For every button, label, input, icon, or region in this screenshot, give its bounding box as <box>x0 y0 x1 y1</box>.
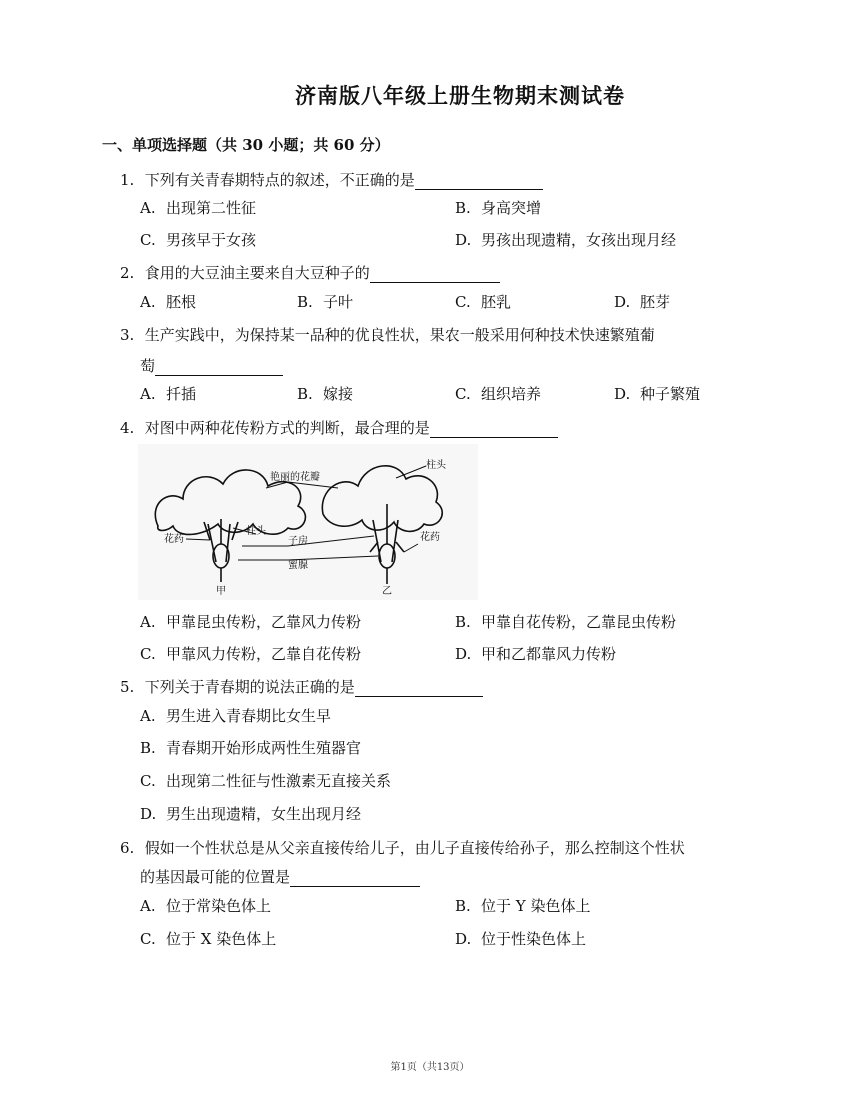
option-b: B. 位于 Y 染色体上 <box>455 897 591 915</box>
question-4 <box>120 418 558 438</box>
question-2 <box>120 263 500 283</box>
label-stigma-right: 柱头 <box>426 460 446 471</box>
label-ovary: 子房 <box>288 536 308 547</box>
option-c: C. 胚乳 <box>455 293 512 311</box>
page-footer: 第1页（共13页） <box>390 1062 470 1073</box>
option-a: A. 扦插 <box>140 385 197 403</box>
label-flower-a: 甲 <box>216 586 226 597</box>
option-b: B. 身高突增 <box>455 199 542 217</box>
answer-blank <box>430 421 558 438</box>
question-number: 5. <box>120 678 135 696</box>
flower-pollination-diagram <box>138 444 478 600</box>
question-stem: 下列有关青春期特点的叙述，不正确的是 <box>144 171 415 189</box>
option-a: A. 位于常染色体上 <box>140 897 272 915</box>
page-title: 济南版八年级上册生物期末测试卷 <box>295 83 625 108</box>
question-stem-continued: 的基因最可能的位置是 <box>140 867 420 887</box>
question-stem: 对图中两种花传粉方式的判断，最合理的是 <box>144 419 430 437</box>
option-c: C. 组织培养 <box>455 385 542 403</box>
question-stem: 下列关于青春期的说法正确的是 <box>144 678 355 696</box>
option-a: A. 甲靠昆虫传粉，乙靠风力传粉 <box>140 613 362 631</box>
question-stem-continued: 萄 <box>140 356 283 376</box>
question-1 <box>120 170 543 190</box>
label-anther-left: 花药 <box>164 534 184 545</box>
option-b: B. 青春期开始形成两性生殖器官 <box>140 739 362 757</box>
option-d: D. 胚芽 <box>614 293 671 311</box>
question-number: 4. <box>120 419 135 437</box>
question-number: 2. <box>120 264 135 282</box>
answer-blank <box>290 870 420 887</box>
answer-blank <box>415 173 543 190</box>
question-stem: 假如一个性状总是从父亲直接传给儿子，由儿子直接传给孙子，那么控制这个性状 <box>144 839 685 857</box>
label-nectary: 蜜腺 <box>288 560 308 571</box>
answer-blank <box>355 680 483 697</box>
question-stem: 食用的大豆油主要来自大豆种子的 <box>144 264 370 282</box>
label-bright-petals: 艳丽的花瓣 <box>270 472 320 483</box>
question-number: 3. <box>120 326 135 344</box>
option-d: D. 位于性染色体上 <box>455 930 587 948</box>
option-d: D. 种子繁殖 <box>614 385 701 403</box>
question-3 <box>120 325 655 345</box>
option-d: D. 男生出现遗精，女生出现月经 <box>140 805 362 823</box>
question-stem: 生产实践中，为保持某一品种的优良性状，果农一般采用何种技术快速繁殖葡 <box>144 326 655 344</box>
label-stigma-left: 柱头 <box>246 526 266 537</box>
option-d: D. 男孩出现遗精，女孩出现月经 <box>455 231 677 249</box>
question-5 <box>120 677 483 697</box>
option-b: B. 嫁接 <box>297 385 354 403</box>
option-a: A. 男生进入青春期比女生早 <box>140 707 332 725</box>
question-number: 1. <box>120 171 135 189</box>
question-6 <box>120 838 685 858</box>
answer-blank <box>155 359 283 376</box>
option-c: C. 甲靠风力传粉，乙靠自花传粉 <box>140 645 362 663</box>
label-flower-b: 乙 <box>382 586 392 597</box>
option-d: D. 甲和乙都靠风力传粉 <box>455 645 617 663</box>
option-c: C. 男孩早于女孩 <box>140 231 257 249</box>
label-anther-right: 花药 <box>420 532 440 543</box>
option-a: A. 胚根 <box>140 293 197 311</box>
question-number: 6. <box>120 839 135 857</box>
option-b: B. 子叶 <box>297 293 354 311</box>
section-heading: 一、单项选择题（共 30 小题；共 60 分） <box>102 136 390 154</box>
option-a: A. 出现第二性征 <box>140 199 257 217</box>
option-c: C. 出现第二性征与性激素无直接关系 <box>140 772 392 790</box>
answer-blank <box>370 266 500 283</box>
option-b: B. 甲靠自花传粉，乙靠昆虫传粉 <box>455 613 677 631</box>
option-c: C. 位于 X 染色体上 <box>140 930 277 948</box>
